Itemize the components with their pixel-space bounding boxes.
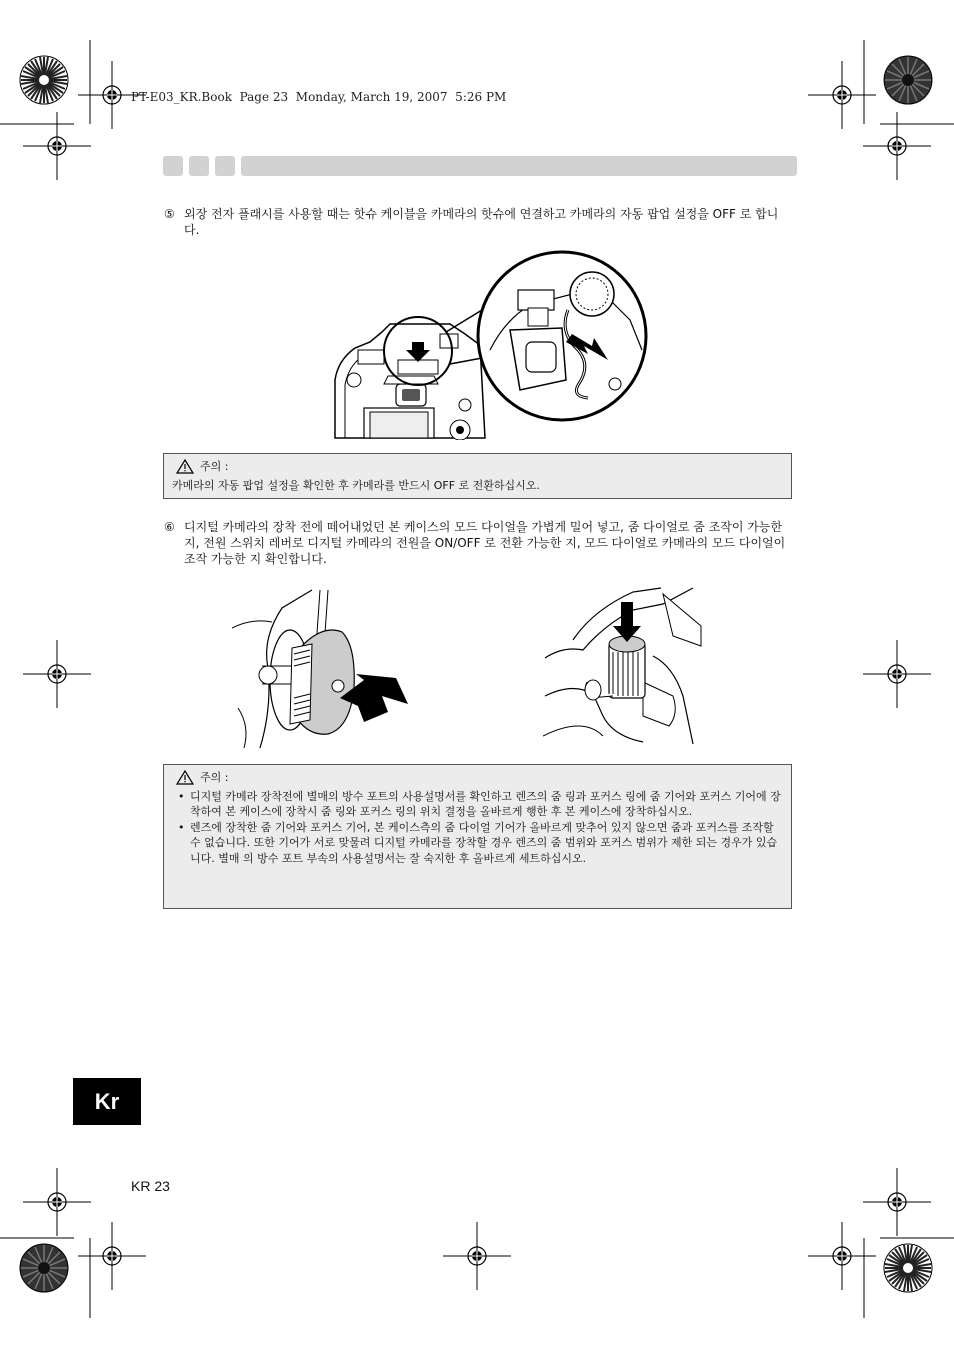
step-number: ⑥ — [164, 520, 175, 534]
caution-title: 주의 : — [200, 460, 229, 473]
step-5 — [164, 206, 790, 238]
hotshoe-cable-illustration — [330, 250, 650, 440]
warning-triangle-icon — [176, 459, 194, 474]
zoom-dial-illustration — [543, 586, 703, 744]
header-square-3 — [215, 156, 235, 176]
page-number: KR 23 — [131, 1178, 170, 1194]
step-text: 디지털 카메라의 장착 전에 떼어내었던 본 케이스의 모드 다이얼을 가볍게 밀어 넣고, 줌 다이얼로 줌 조작이 가능한 지, 전원 스위치 레버로 디지털 카메라의 전원을 ON/OFF 로 전환 가능한 지, 모드 다이얼로 카메라의 모드 다이얼이 조작 가능한 지 확인합니다. — [184, 520, 786, 566]
caution-list — [172, 789, 783, 867]
language-tab: Kr — [73, 1078, 141, 1125]
step-6 — [164, 519, 790, 567]
header-square-2 — [189, 156, 209, 176]
file-info-header: PT-E03_KR.Book Page 23 Monday, March 19, 2007 5:26 PM — [131, 90, 507, 104]
section-title-bar — [241, 156, 797, 176]
caution-text: 카메라의 자동 팝업 설정을 확인한 후 카메라를 반드시 OFF 로 전환하십시오. — [172, 478, 540, 492]
mode-dial-push-illustration — [232, 588, 410, 750]
caution-item: • 렌즈에 장착한 줌 기어와 포커스 기어, 본 케이스측의 줌 다이얼 기어가 올바르게 맞추어 있지 않으면 줌과 포커스를 조작할 수 없습니다. 또한 기어가 서로 맞물려 디지털 카메라를 장착할 경우 렌즈의 줌 범위와 포커스 범위가 제한 되는 경우가 있습니다. 별매 의 방수 포트 부속의 사용설명서는 잘 숙지한 후 올바르게 세트하십시오. — [172, 820, 783, 867]
step-text: 외장 전자 플래시를 사용할 때는 핫슈 케이블을 카메라의 핫슈에 연결하고 카메라의 자동 팝업 설정을 OFF 로 합니다. — [184, 207, 779, 237]
step-number: ⑤ — [164, 207, 175, 221]
caution-box-2 — [163, 764, 792, 909]
warning-triangle-icon — [176, 770, 194, 785]
caution-box-1 — [163, 453, 792, 499]
caution-title: 주의 : — [200, 771, 229, 784]
header-square-1 — [163, 156, 183, 176]
caution-item: • 디지털 카메라 장착전에 별매의 방수 포트의 사용설명서를 확인하고 렌즈의 줌 링과 포커스 링에 줌 기어와 포커스 기어에 장착하여 본 케이스에 장착시 줌 링와 포커스 링의 위치 결정을 올바르게 행한 후 본 케이스에 장착하십시오. — [172, 789, 783, 820]
